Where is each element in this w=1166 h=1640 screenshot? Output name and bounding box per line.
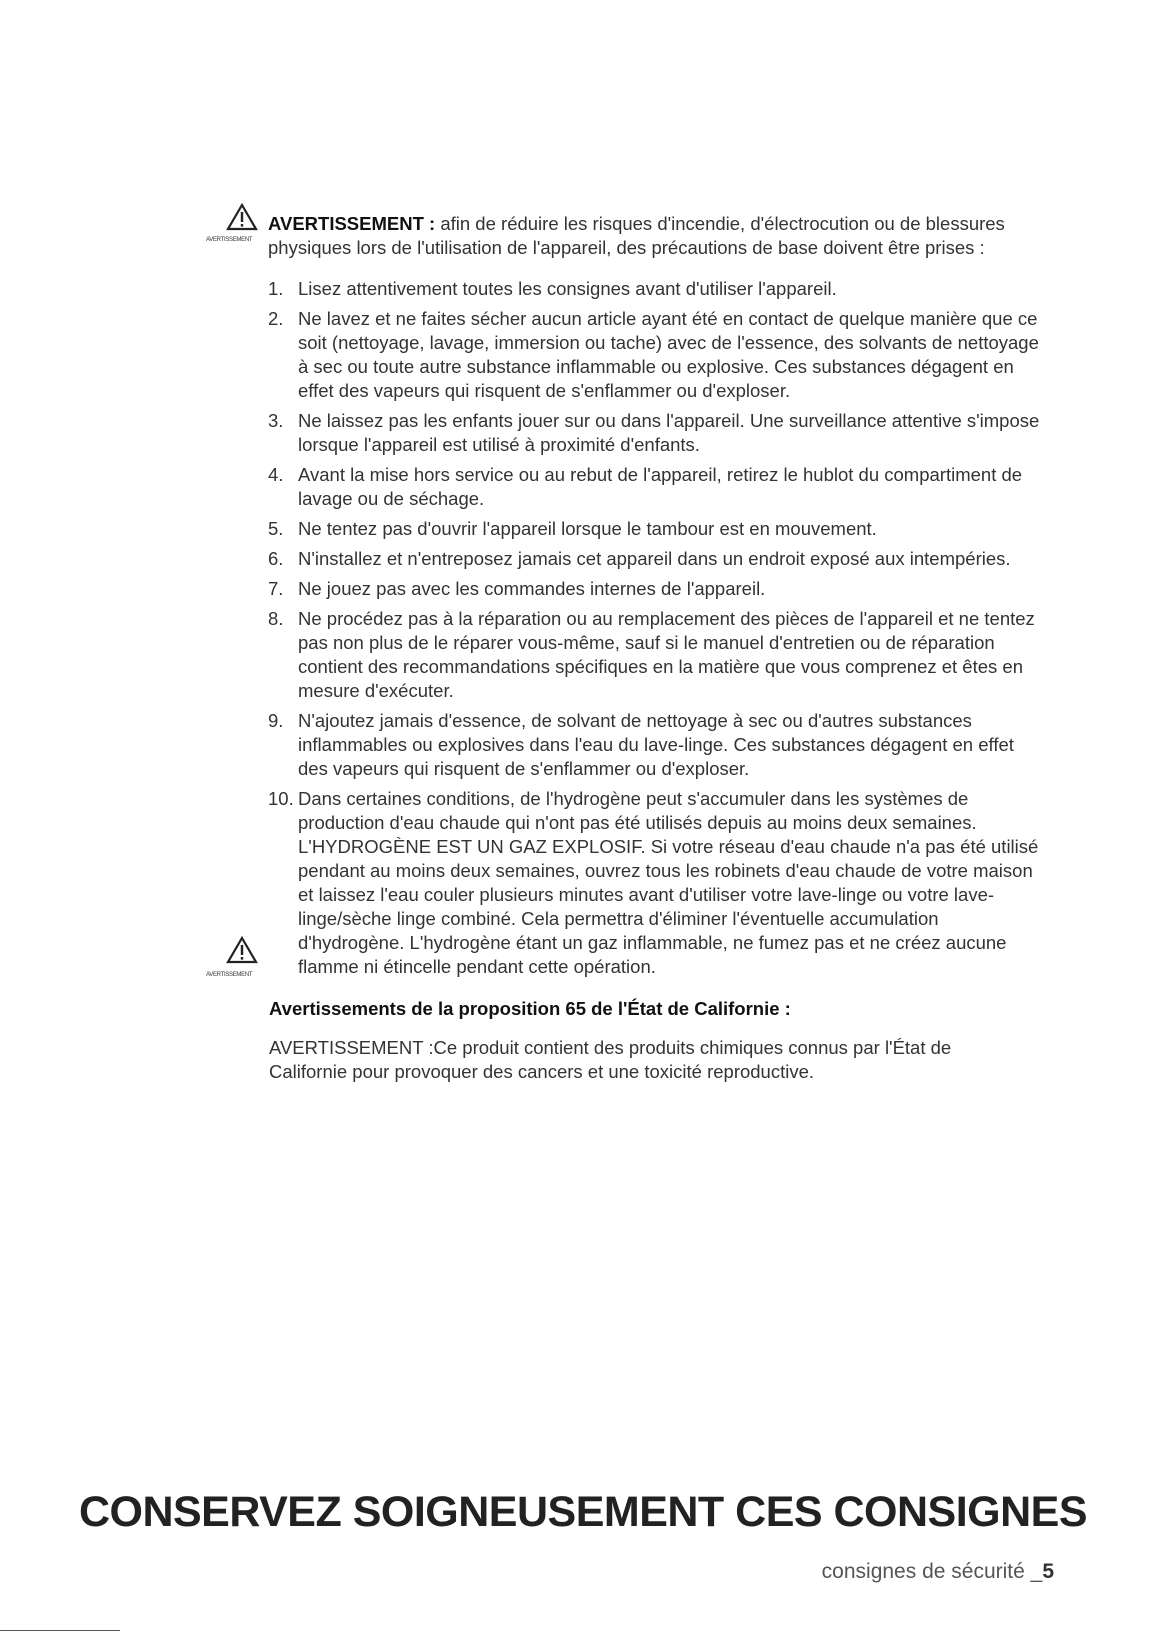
list-item-number: 5. (268, 518, 284, 539)
prop65-heading: Avertissements de la proposition 65 de l'État de Californie : (269, 998, 791, 1019)
page-number: 5 (1042, 1560, 1054, 1583)
safety-instructions-list (268, 277, 1048, 985)
list-item-number: 3. (268, 410, 284, 431)
list-item-text: Ne laissez pas les enfants jouer sur ou dans l'appareil. Une surveillance attentive s'impose lorsque l'appareil est utilisé à proximité d'enfants. (298, 410, 1040, 455)
list-item (268, 277, 1048, 301)
list-item (268, 517, 1048, 541)
footer-title: CONSERVEZ SOIGNEUSEMENT CES CONSIGNES (78, 1488, 1088, 1536)
list-item-number: 4. (268, 464, 284, 485)
list-item (268, 547, 1048, 571)
list-item (268, 607, 1048, 703)
list-item-text: Ne procédez pas à la réparation ou au remplacement des pièces de l'appareil et ne tentez pas non plus de le réparer vous-même, sauf si le manuel d'entretien ou de réparation contient des recommandations spécifiques en la matière que vous comprenez et êtes en mesure d'exécuter. (298, 608, 1035, 701)
warning-icon-caption: AVERTISSEMENT (206, 237, 253, 243)
list-item (268, 577, 1048, 601)
list-item (268, 307, 1048, 403)
list-item-number: 9. (268, 710, 284, 731)
list-item-number: 8. (268, 608, 284, 629)
warning-label: AVERTISSEMENT : (268, 213, 436, 234)
list-item-text: Lisez attentivement toutes les consignes avant d'utiliser l'appareil. (298, 278, 837, 299)
list-item-number: 1. (268, 278, 284, 299)
bottom-rule (0, 1630, 120, 1631)
warning-paragraph (268, 212, 1048, 260)
list-item-text: Avant la mise hors service ou au rebut de l'appareil, retirez le hublot du compartiment de lavage ou de séchage. (298, 464, 1023, 509)
warning-triangle-icon (226, 203, 258, 231)
list-item-text: Dans certaines conditions, de l'hydrogène peut s'accumuler dans les systèmes de production d'eau chaude qui n'ont pas été utilisés depuis au moins deux semaines. L'HYDROGÈNE EST UN GAZ EXPLOSIF. Si votre réseau d'eau chaude n'a pas été utilisé pendant au moins deux semaines, ouvrez tous les robinets d'eau chaude de votre maison et laissez l'eau couler plusieurs minutes avant d'utiliser votre lave-linge ou votre lave-linge/sèche linge combiné. Cela permettra d'éliminer l'éventuelle accumulation d'hydrogène. L'hydrogène étant un gaz inflammable, ne fumez pas et ne créez aucune flamme ni étincelle pendant cette opération. (298, 788, 1039, 977)
list-item (268, 787, 1048, 979)
list-item-number: 2. (268, 308, 284, 329)
page-footer (822, 1560, 1054, 1584)
list-item-text: N'ajoutez jamais d'essence, de solvant de nettoyage à sec ou d'autres substances inflammables ou explosives dans l'eau du lave-linge. Ces substances dégagent en effet des vapeurs qui risquent de s'enflammer ou d'exploser. (298, 710, 1014, 779)
warning-text: afin de réduire les risques d'incendie, d'électrocution ou de blessures physiques lors de l'utilisation de l'appareil, des précautions de base doivent être prises : (268, 213, 1005, 258)
list-item-number: 10. (268, 788, 294, 809)
list-item (268, 409, 1048, 457)
list-item (268, 709, 1048, 781)
prop65-icon-caption: AVERTISSEMENT (206, 972, 253, 978)
list-item-text: N'installez et n'entreposez jamais cet appareil dans un endroit exposé aux intempéries. (298, 548, 1011, 569)
page-section-label: consignes de sécurité _ (821, 1560, 1043, 1583)
prop65-text: AVERTISSEMENT :Ce produit contient des produits chimiques connus par l'État de Californie pour provoquer des cancers et une toxicité reproductive. (269, 1037, 952, 1082)
list-item-text: Ne tentez pas d'ouvrir l'appareil lorsque le tambour est en mouvement. (298, 518, 877, 539)
list-item-text: Ne jouez pas avec les commandes internes de l'appareil. (298, 578, 766, 599)
list-item-number: 7. (268, 578, 284, 599)
list-item-number: 6. (268, 548, 284, 569)
list-item-text: Ne lavez et ne faites sécher aucun article ayant été en contact de quelque manière que ce soit (nettoyage, lavage, immersion ou tache) avec de l'essence, des solvants de nettoyage à sec ou toute autre substance inflammable ou explosive. Ces substances dégagent en effet des vapeurs qui risquent de s'enflammer ou d'exploser. (298, 308, 1039, 401)
warning-triangle-icon (226, 936, 258, 964)
list-item (268, 463, 1048, 511)
